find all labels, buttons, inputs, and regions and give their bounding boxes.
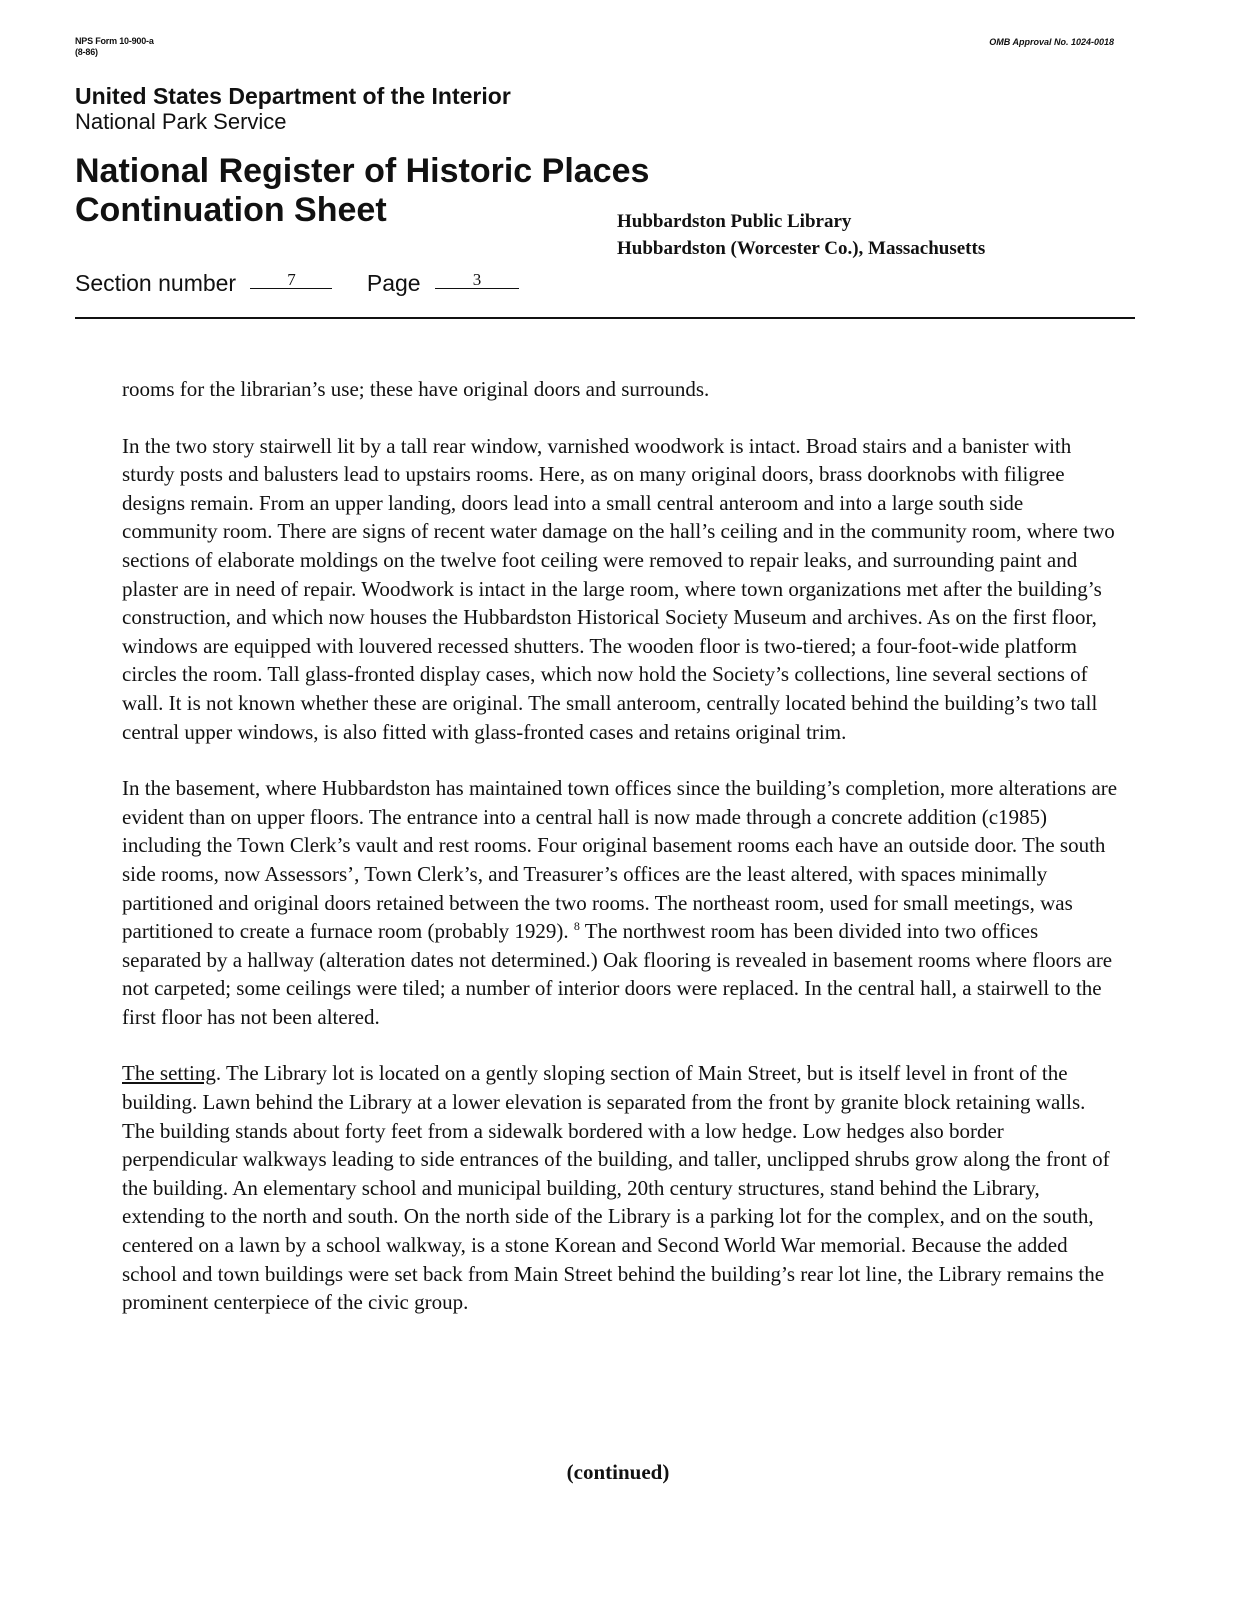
page-label: Page — [366, 270, 421, 296]
section-number-value: 7 — [250, 270, 332, 289]
document-title — [75, 152, 649, 230]
setting-heading: The setting — [122, 1061, 216, 1086]
section-label: Section number — [75, 270, 237, 296]
section-page-line — [75, 270, 519, 297]
paragraph-3 — [122, 774, 1122, 1031]
property-location: Hubbardston (Worcester Co.), Massachusetts — [617, 238, 986, 259]
form-date: (8-86) — [75, 47, 98, 57]
form-identifier — [75, 36, 154, 58]
sheet-title: Continuation Sheet — [75, 191, 387, 229]
body-text — [122, 375, 1122, 1345]
header-divider — [75, 317, 1135, 319]
property-info — [617, 208, 985, 262]
omb-approval: OMB Approval No. 1024-0018 — [989, 37, 1114, 47]
register-title: National Register of Historic Places — [75, 152, 650, 190]
page-number-value: 3 — [435, 270, 519, 289]
continued-note: (continued) — [566, 1460, 670, 1484]
form-number: NPS Form 10-900-a — [75, 36, 154, 46]
paragraph-3-part-b: The northwest room has been divided into two offices separated by a hallway (alteration dates not determined.) Oak flooring is revealed in basement rooms where floors are not carpeted; some ceilings were tiled; a number of interior doors were replaced. In the central hall, a stairwell to the first floor has not been altered. — [122, 919, 1113, 1029]
paragraph-2: In the two story stairwell lit by a tall rear window, varnished woodwork is intact. Broad stairs and a banister with sturdy posts and balusters lead to upstairs rooms. Here, as on many original doors, brass doorknobs with filigree designs remain. From an upper landing, doors lead into a small central anteroom and into a large south side community room. There are signs of recent water damage on the hall’s ceiling and in the community room, where two sections of elaborate moldings on the twelve foot ceiling were removed to repair leaks, and surrounding paint and plaster are in need of repair. Woodwork is intact in the large room, where town organizations met after the building’s construction, and which now houses the Hubbardston Historical Society Museum and archives. As on the first floor, windows are equipped with louvered recessed shutters. The wooden floor is two-tiered; a four-foot-wide platform circles the room. Tall glass-fronted display cases, which now hold the Society’s collections, line several sections of wall. It is not known whether these are original. The small anteroom, centrally located behind the building’s two tall central upper windows, is also fitted with glass-fronted cases and retains original trim. — [122, 433, 1115, 744]
property-name: Hubbardston Public Library — [617, 211, 852, 232]
paragraph-4 — [122, 1059, 1122, 1316]
paragraph-4-text: . The Library lot is located on a gently sloping section of Main Street, but is itself level in front of the building. Lawn behind the Library at a lower elevation is separated from the front by granite block retaining walls. The building stands about forty feet from a sidewalk bordered with a low hedge. Low hedges also border perpendicular walkways leading to side entrances of the building, and taller, unclipped shrubs grow along the front of the building. An elementary school and municipal building, 20th century structures, stand behind the Library, extending to the north and south. On the north side of the Library is a parking lot for the complex, and on the south, centered on a lawn by a school walkway, is a stone Korean and Second World War memorial. Because the added school and town buildings were set back from Main Street behind the building’s rear lot line, the Library remains the prominent centerpiece of the civic group. — [122, 1061, 1110, 1315]
footnote-marker: 8 — [573, 919, 580, 934]
department-name: United States Department of the Interior — [75, 83, 511, 109]
paragraph-1: rooms for the librarian’s use; these have original doors and surrounds. — [122, 377, 710, 401]
service-name: National Park Service — [75, 109, 287, 134]
agency-heading — [75, 83, 511, 135]
paragraph-3-part-a: In the basement, where Hubbardston has maintained town offices since the building’s completion, more alterations are evident than on upper floors. The entrance into a central hall is now made through a concrete addition (c1985) including the Town Clerk’s vault and rest rooms. Four original basement rooms each have an outside door. The south side rooms, now Assessors’, Town Clerk’s, and Treasurer’s offices are the least altered, with spaces minimally partitioned and original doors retained between the two rooms. The northeast room, used for small meetings, was partitioned to create a furnace room (probably 1929). — [122, 776, 1118, 944]
